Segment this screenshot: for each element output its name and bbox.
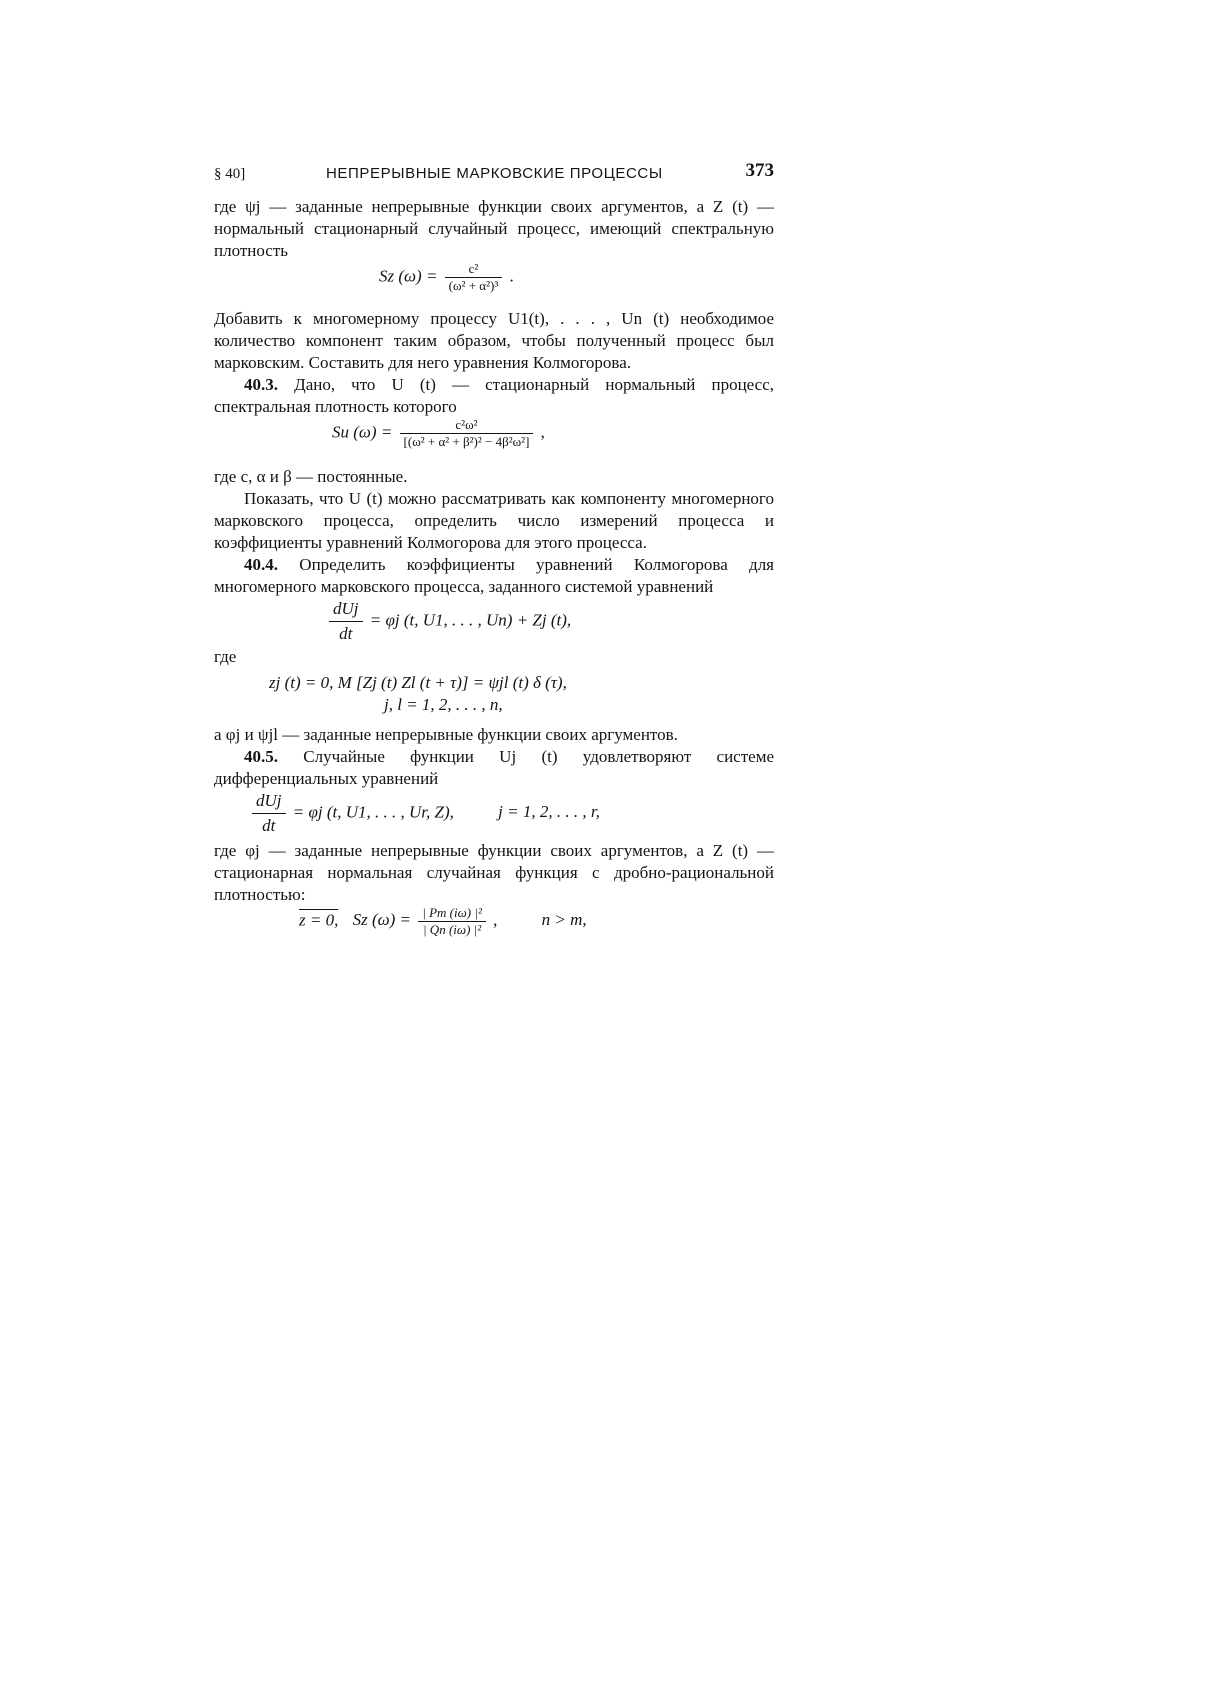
equation-2-tail: , bbox=[540, 422, 545, 442]
paragraph-3 bbox=[214, 374, 774, 418]
problem-number-40-5: 40.5. bbox=[244, 747, 278, 766]
equation-6-numerator: | Pm (iω) |² bbox=[418, 906, 486, 922]
equation-1-denominator: (ω² + α²)³ bbox=[448, 278, 499, 293]
paragraph-6-text: Определить коэффициенты уравнений Колмогорова для многомерного марковского процесса, заданного системой уравнений bbox=[214, 555, 774, 596]
equation-5-numerator: dUj bbox=[252, 790, 286, 814]
paragraph-9-text: Случайные функции Uj (t) удовлетворяют системе дифференциальных уравнений bbox=[214, 747, 774, 788]
paragraph-1: где ψj — заданные непрерывные функции своих аргументов, а Z (t) — нормальный стационарный случайный процесс, имеющий спектральную плотность bbox=[214, 197, 774, 260]
equation-6-lhs: Sz (ω) = bbox=[352, 910, 412, 930]
equation-4 bbox=[214, 668, 774, 724]
running-title: НЕПРЕРЫВНЫЕ МАРКОВСКИЕ ПРОЦЕССЫ bbox=[326, 165, 663, 182]
equation-4-line-2: j, l = 1, 2, . . . , n, bbox=[384, 695, 503, 714]
equation-5-denominator: dt bbox=[262, 816, 276, 835]
equation-6-tail: n > m, bbox=[541, 910, 587, 930]
equation-2-lhs: Su (ω) = bbox=[332, 422, 393, 442]
paragraph-2: Добавить к многомерному процессу U1(t), . . . , Un (t) необходимое количество компонент таким образом, чтобы полученный процесс был марковским. Составить для него уравнения Колмогорова. bbox=[214, 309, 774, 372]
running-header bbox=[214, 160, 774, 190]
section-marker: § 40] bbox=[214, 166, 246, 182]
equation-1 bbox=[214, 262, 774, 308]
equation-2 bbox=[214, 418, 774, 466]
equation-6 bbox=[214, 906, 774, 954]
equation-3-rhs: = φj (t, U1, . . . , Un) + Zj (t), bbox=[369, 610, 572, 630]
equation-1-tail: . bbox=[509, 266, 514, 286]
paragraph-8: а φj и ψjl — заданные непрерывные функции своих аргументов. bbox=[214, 725, 678, 744]
equation-3 bbox=[214, 598, 774, 646]
problem-number-40-4: 40.4. bbox=[244, 555, 278, 574]
equation-6-denominator: | Qn (iω) |² bbox=[422, 922, 482, 937]
equation-3-numerator: dUj bbox=[329, 598, 363, 622]
equation-1-lhs: Sz (ω) = bbox=[379, 266, 438, 286]
equation-2-numerator: c²ω² bbox=[400, 418, 534, 434]
equation-5-tail: j = 1, 2, . . . , r, bbox=[498, 802, 600, 822]
equation-5-rhs: = φj (t, U1, . . . , Ur, Z), bbox=[292, 802, 454, 822]
problem-number-40-3: 40.3. bbox=[244, 375, 278, 394]
page-body bbox=[214, 196, 774, 954]
equation-2-denominator: [(ω² + α² + β²)² − 4β²ω²] bbox=[403, 434, 530, 449]
page-number: 373 bbox=[745, 160, 774, 181]
equation-3-denominator: dt bbox=[339, 624, 353, 643]
equation-6-left: z = 0, bbox=[299, 910, 339, 930]
paragraph-5: Показать, что U (t) можно рассматривать как компоненту многомерного марковского процесса, определить число измерений процесса и коэффициенты уравнений Колмогорова для этого процесса. bbox=[214, 489, 774, 552]
paragraph-6 bbox=[214, 554, 774, 598]
paragraph-4: где c, α и β — постоянные. bbox=[214, 467, 408, 486]
equation-6-comma: , bbox=[493, 910, 498, 930]
equation-4-line-1: zj (t) = 0, M [Zj (t) Zl (t + τ)] = ψjl (t) δ (τ), bbox=[269, 673, 567, 692]
paragraph-10: где φj — заданные непрерывные функции своих аргументов, а Z (t) — стационарная нормальная случайная функция с дробно-рациональной плотностью: bbox=[214, 841, 774, 904]
paragraph-7: где bbox=[214, 647, 237, 666]
equation-5 bbox=[214, 790, 774, 840]
equation-1-numerator: c² bbox=[445, 262, 503, 278]
paragraph-9 bbox=[214, 746, 774, 790]
paragraph-3-text: Дано, что U (t) — стационарный нормальный процесс, спектральная плотность которого bbox=[214, 375, 774, 416]
